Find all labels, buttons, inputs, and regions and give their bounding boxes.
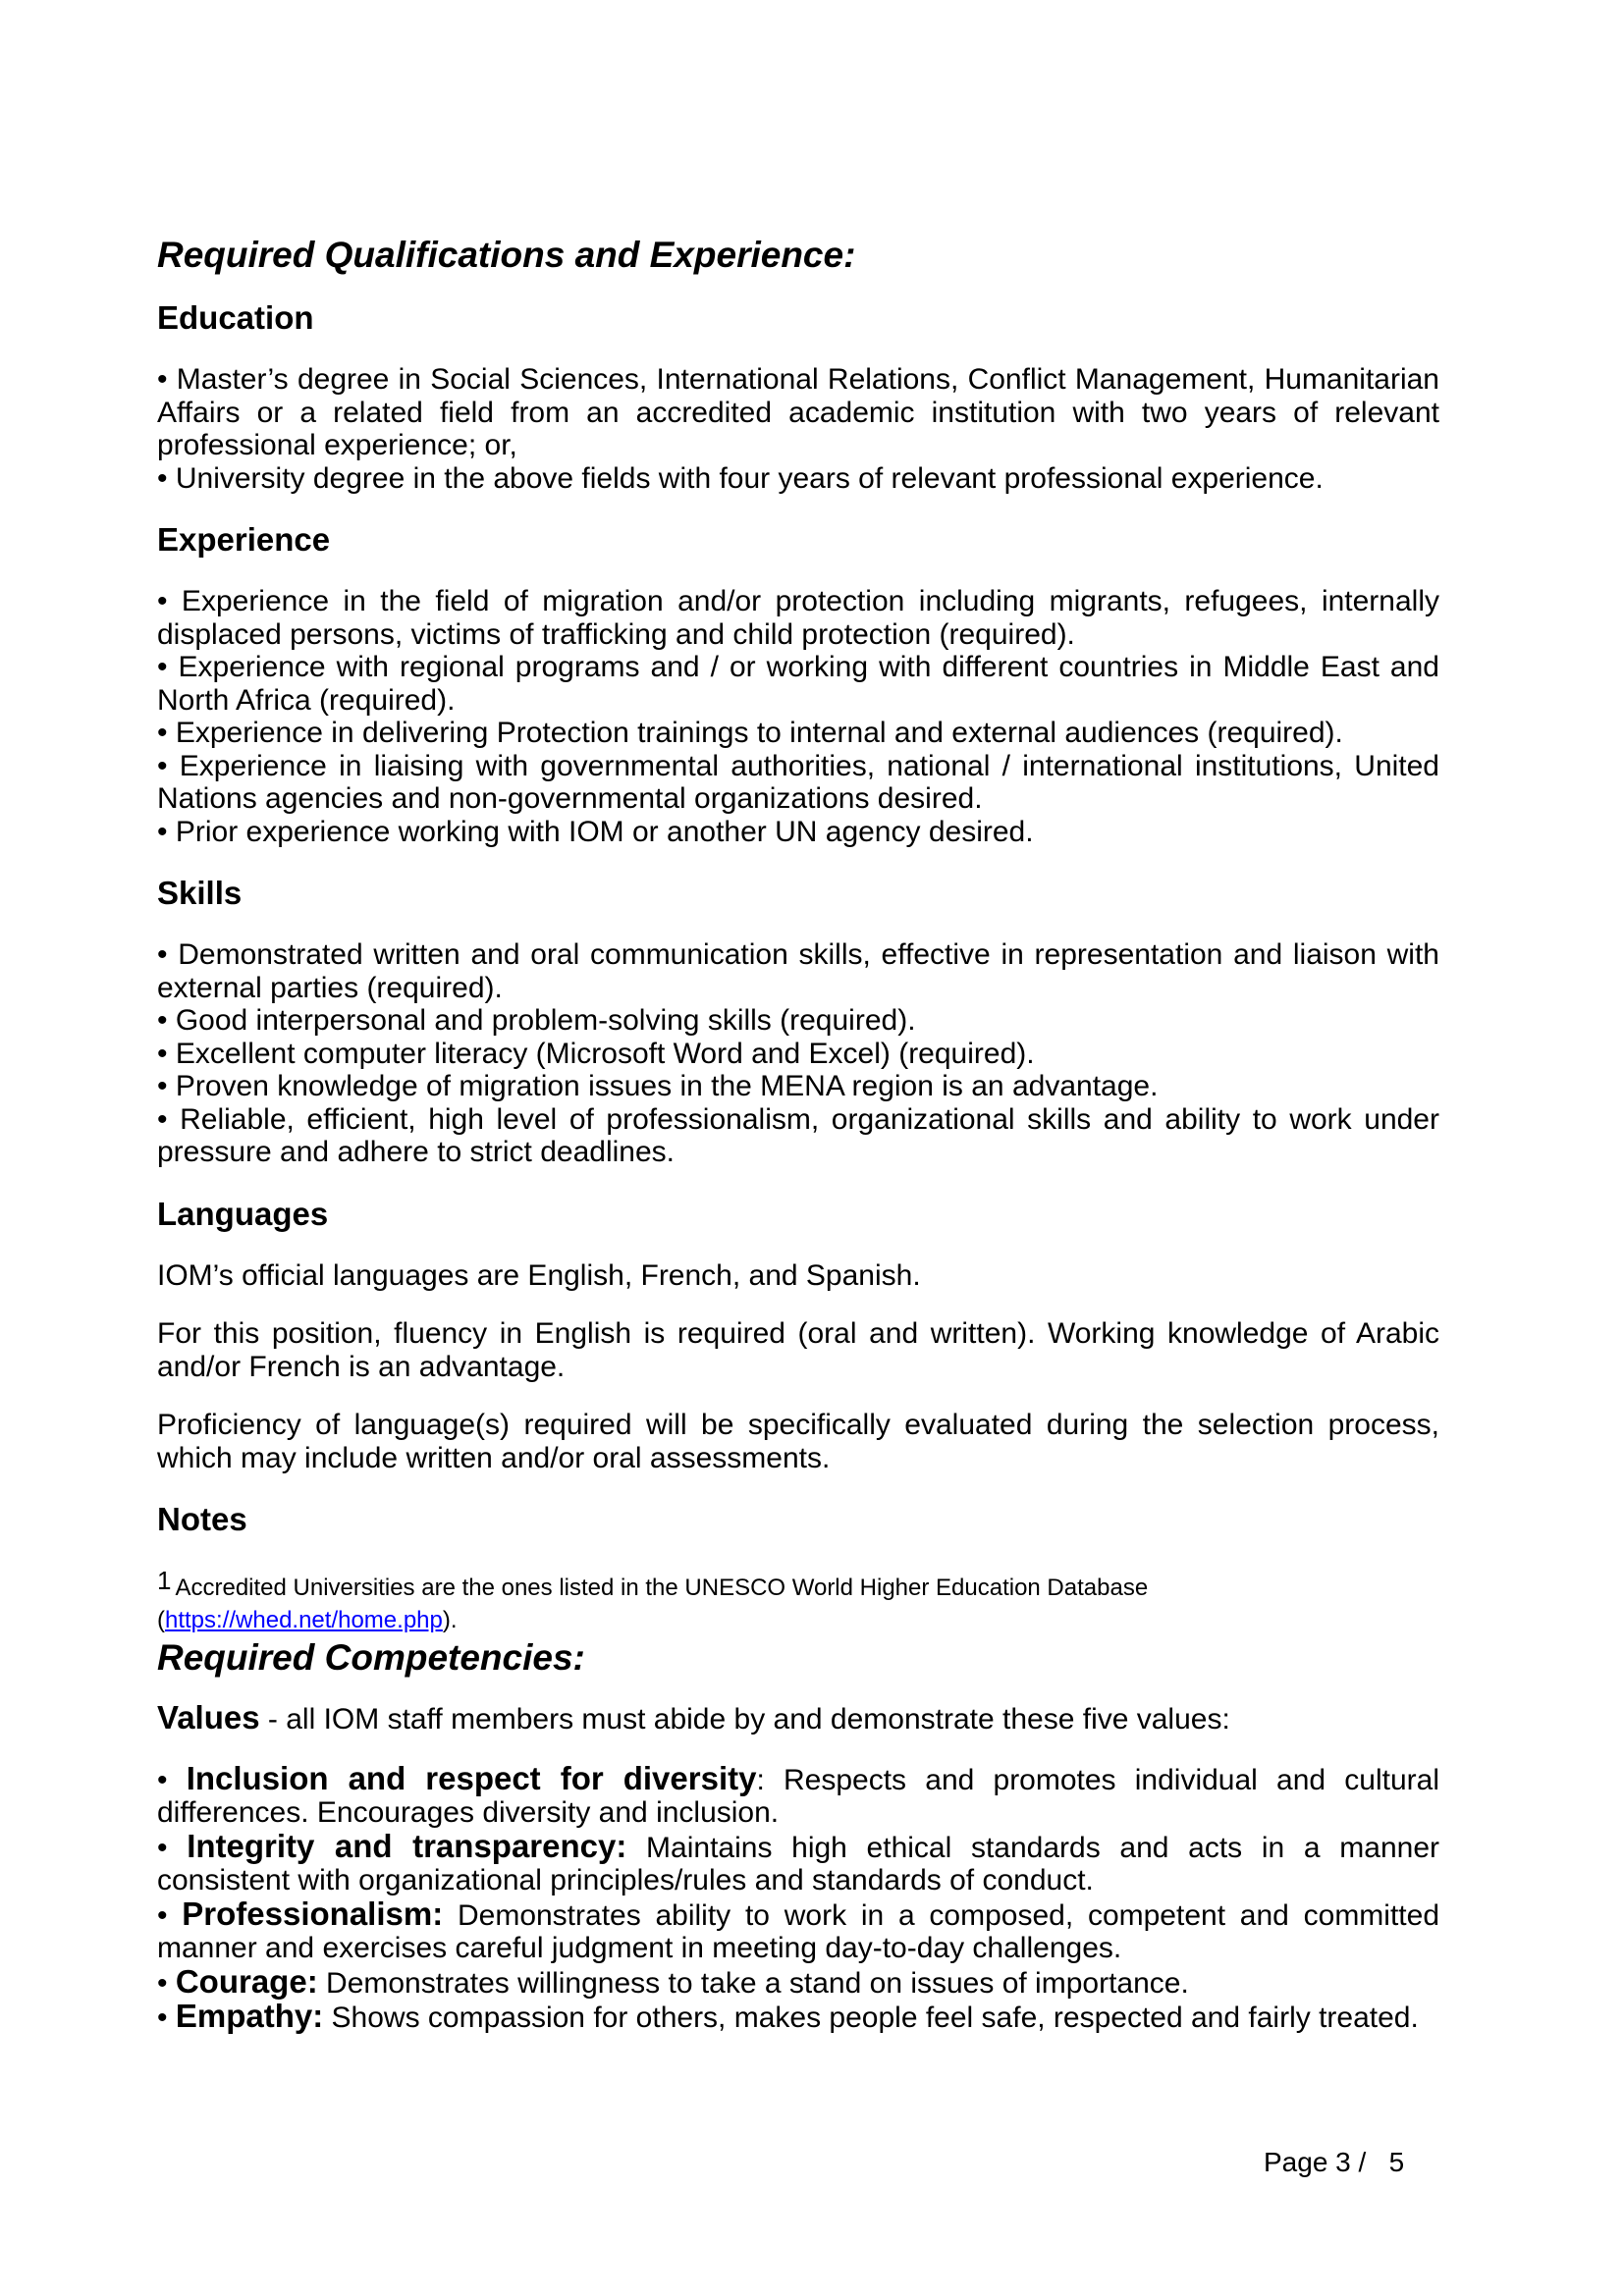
education-heading: Education <box>157 299 314 336</box>
value-text: Demonstrates ability to work in a composed, competent and committed manner and exercises careful judgment in meeting day-to-day challenges. <box>157 1898 1439 1964</box>
skills-item: • Excellent computer literacy (Microsoft Word and Excel) (required). <box>157 1037 1035 1070</box>
competencies-title: Required Competencies: <box>157 1637 585 1678</box>
experience-item: • Prior experience working with IOM or another UN agency desired. <box>157 815 1034 848</box>
footnote-close-paren: ). <box>442 1607 458 1633</box>
footnote-marker: 1 <box>157 1566 172 1595</box>
values-lead: Values <box>157 1699 260 1735</box>
languages-paragraph: IOM’s official languages are English, French, and Spanish. <box>157 1258 921 1292</box>
languages-paragraph: For this position, fluency in English is required (oral and written). Working knowledge of Arabic and/or French is an advantage. <box>157 1317 1439 1383</box>
value-text: Shows compassion for others, makes people feel safe, respected and fairly treated. <box>323 2002 1419 2034</box>
whed-link[interactable]: https://whed.net/home.php <box>165 1607 443 1633</box>
values-intro-text: - all IOM staff members must abide by and demonstrate these five values: <box>259 1703 1230 1735</box>
page-number: Page 3 / 5 <box>1264 2147 1405 2177</box>
education-item: • Master’s degree in Social Sciences, International Relations, Conflict Management, Humanitarian Affairs or a related field from an accredited academic institution with two years of relevant professional experience; or, <box>157 363 1439 461</box>
experience-item: • Experience in the field of migration and/or protection including migrants, refugees, internally displaced persons, victims of trafficking and child protection (required). <box>157 585 1439 651</box>
skills-item: • Good interpersonal and problem-solving skills (required). <box>157 1004 916 1037</box>
value-item <box>157 1759 1439 1830</box>
skills-item: • Reliable, efficient, high level of professionalism, organizational skills and ability to work under pressure and adhere to strict deadlines. <box>157 1102 1439 1168</box>
value-term: Professionalism: <box>182 1895 444 1932</box>
value-separator: : <box>756 1763 765 1796</box>
footnote <box>157 1565 1439 1636</box>
value-text: Demonstrates willingness to take a stand on issues of importance. <box>317 1966 1189 2000</box>
experience-item: • Experience in delivering Protection trainings to internal and external audiences (required). <box>157 717 1343 749</box>
skills-item: • Demonstrated written and oral communication skills, effective in representation and liaison with external parties (required). <box>157 938 1439 1004</box>
value-term: Courage: <box>175 1962 318 2000</box>
value-term: Inclusion and respect for diversity <box>186 1759 757 1796</box>
languages-heading: Languages <box>157 1195 329 1232</box>
experience-heading: Experience <box>157 521 331 558</box>
value-bullet: • <box>157 1831 188 1864</box>
skills-heading: Skills <box>157 875 243 911</box>
experience-item: • Experience in liaising with governmental authorities, national / international institutions, United Nations agencies and non-governmental organizations desired. <box>157 749 1439 815</box>
value-term: Integrity and transparency: <box>187 1827 627 1864</box>
languages-paragraph: Proficiency of language(s) required will be specifically evaluated during the selection process, which may include written and/or oral assessments. <box>157 1409 1439 1474</box>
skills-item: • Proven knowledge of migration issues in the MENA region is an advantage. <box>157 1070 1159 1102</box>
value-bullet: • <box>157 1966 176 2000</box>
value-bullet: • <box>157 1898 183 1932</box>
value-item <box>157 1962 1439 2001</box>
notes-heading: Notes <box>157 1501 247 1537</box>
value-item <box>157 1897 1439 1965</box>
value-text: Maintains high ethical standards and acts in a manner consistent with organizational principles/rules and standards of conduct. <box>157 1831 1439 1896</box>
experience-item: • Experience with regional programs and / or working with different countries in Middle East and North Africa (required). <box>157 651 1439 717</box>
footnote-open-paren: ( <box>157 1607 165 1633</box>
value-term: Empathy: <box>175 1998 324 2034</box>
value-text: Respects and promotes individual and cultural differences. Encourages diversity and inclusion. <box>157 1763 1439 1829</box>
value-bullet: • <box>157 1763 187 1796</box>
value-item <box>157 1827 1439 1897</box>
page-content <box>157 234 1439 2035</box>
qualifications-title: Required Qualifications and Experience: <box>157 235 856 275</box>
value-item <box>157 2000 1439 2035</box>
footnote-text: Accredited Universities are the ones listed in the UNESCO World Higher Education Database <box>175 1575 1149 1601</box>
value-bullet: • <box>157 2002 176 2034</box>
values-intro <box>157 1701 1439 1736</box>
education-item: • University degree in the above fields with four years of relevant professional experience. <box>157 461 1324 495</box>
